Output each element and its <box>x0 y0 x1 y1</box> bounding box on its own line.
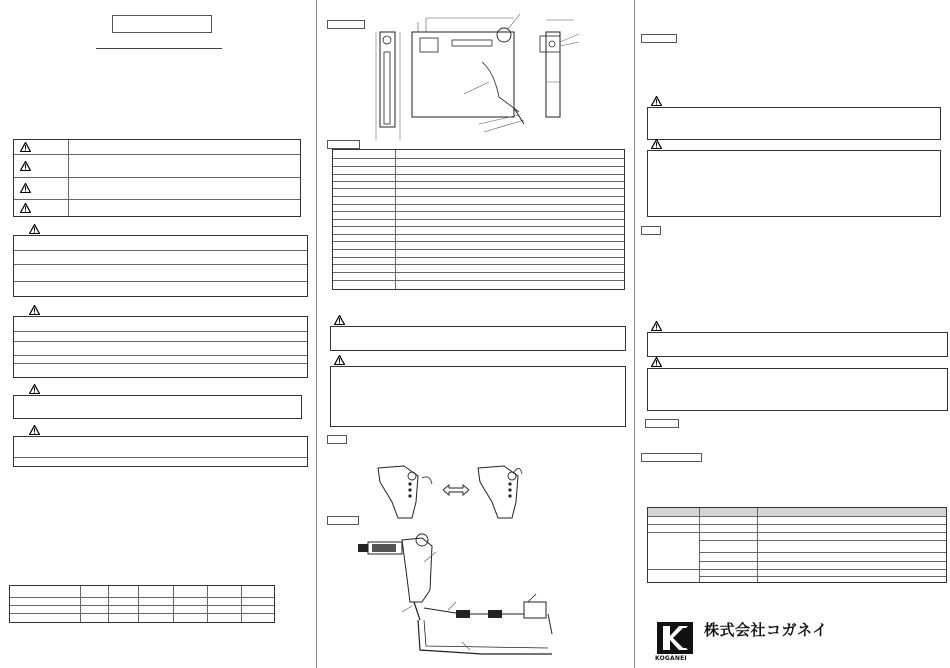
section-header-col3-2 <box>641 226 661 235</box>
warning-icon <box>29 224 40 234</box>
warning-box-col3-2 <box>647 150 941 217</box>
warning-icon <box>651 357 662 367</box>
warning-box-col3-4 <box>647 368 948 411</box>
caution-box-3 <box>13 395 302 419</box>
warning-box-col3-3 <box>647 332 948 357</box>
brand-name: KOGANEI <box>655 655 687 662</box>
section-header-col3-3 <box>645 419 679 428</box>
signal-word-table <box>13 139 301 217</box>
warning-box-2 <box>13 316 308 378</box>
column-divider-left <box>316 0 317 668</box>
warning-icon <box>29 384 40 394</box>
danger-box-1 <box>13 235 308 297</box>
warning-box-col2-2 <box>330 366 626 427</box>
dimension-drawing <box>374 12 584 140</box>
warning-icon <box>651 96 662 106</box>
warning-icon <box>20 161 31 171</box>
warning-icon <box>651 321 662 331</box>
double-arrow-icon <box>443 484 469 496</box>
warning-box-col3-1 <box>647 107 941 140</box>
section-header-dimensions <box>327 20 365 29</box>
warning-box-col2-1 <box>330 326 626 351</box>
koganei-k-logo-icon <box>657 622 693 654</box>
section-header-col3-1 <box>641 34 677 43</box>
warning-icon <box>334 355 345 365</box>
spec-table-small <box>9 585 275 623</box>
parts-table <box>332 149 625 290</box>
warning-icon <box>334 315 345 325</box>
connection-diagram <box>352 530 602 660</box>
warning-icon <box>651 139 662 149</box>
caution-box-4 <box>13 436 308 467</box>
warning-icon <box>29 305 40 315</box>
section-header-col3-4 <box>641 453 702 462</box>
company-name: 株式会社コガネイ <box>704 621 828 639</box>
section-header-parts <box>327 140 360 149</box>
section-header-usage <box>327 435 347 444</box>
section-header-connection <box>327 516 359 525</box>
document-title-box <box>112 15 212 33</box>
warning-icon <box>29 425 40 435</box>
column-divider-right <box>634 0 635 668</box>
warning-icon <box>20 203 31 213</box>
warning-icon <box>20 183 31 193</box>
troubleshooting-table <box>647 507 947 583</box>
subtitle-underline <box>96 48 222 49</box>
warning-icon <box>20 142 31 152</box>
